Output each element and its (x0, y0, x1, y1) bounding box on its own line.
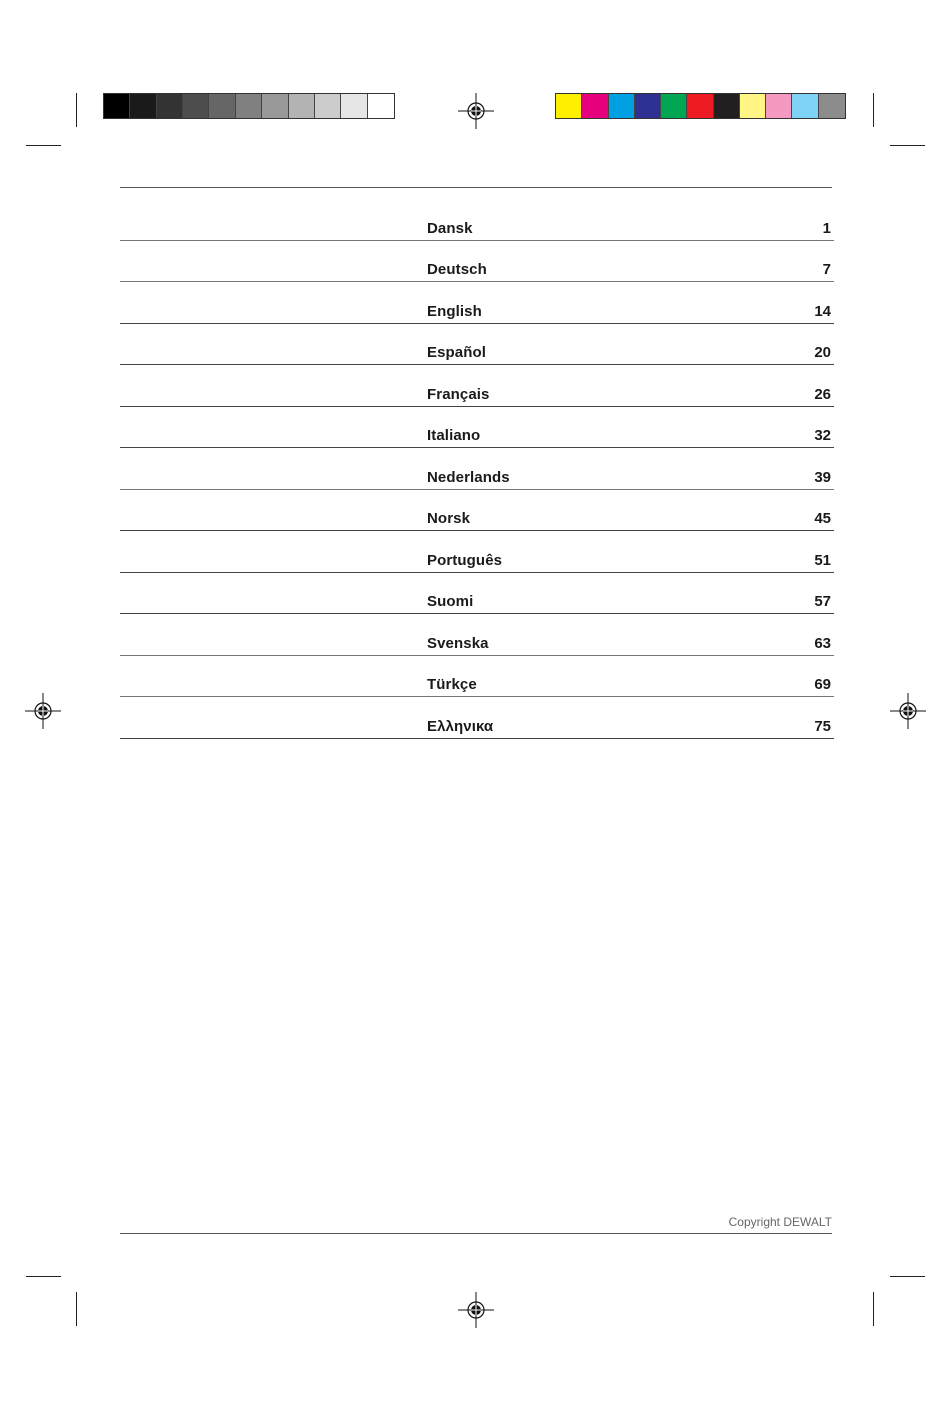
toc-language-label: Ελληνικα (427, 717, 494, 735)
toc-entry[interactable] (120, 448, 834, 490)
toc-language-label: Deutsch (427, 261, 487, 278)
color-swatch (104, 94, 130, 118)
toc-page-number: 20 (814, 344, 831, 361)
color-swatch (236, 94, 262, 118)
toc-divider (120, 738, 834, 739)
copyright-notice: Copyright DEWALT (728, 1215, 832, 1229)
color-calibration-bar (555, 93, 846, 119)
color-swatch (341, 94, 367, 118)
toc-language-label: Português (427, 551, 503, 569)
toc-page-number: 39 (814, 468, 831, 486)
color-swatch (582, 94, 608, 118)
toc-language-label: Italiano (427, 427, 481, 444)
toc-page-number: 63 (814, 634, 831, 652)
toc-page-number: 69 (814, 676, 831, 693)
table-of-contents (120, 199, 834, 739)
toc-language-label: Svenska (427, 634, 489, 652)
toc-entry[interactable] (120, 531, 834, 573)
toc-language-label: Norsk (427, 510, 471, 527)
crop-mark (76, 1292, 77, 1326)
toc-language-label: Suomi (427, 593, 474, 610)
toc-entry[interactable] (120, 573, 834, 615)
toc-entry[interactable] (120, 697, 834, 739)
toc-language-label: English (427, 302, 482, 320)
toc-entry[interactable] (120, 199, 834, 241)
toc-entry[interactable] (120, 490, 834, 532)
grayscale-calibration-bar (103, 93, 395, 119)
color-swatch (609, 94, 635, 118)
crop-mark (890, 145, 925, 146)
crop-mark (873, 1292, 874, 1326)
color-swatch (687, 94, 713, 118)
toc-page-number: 57 (814, 593, 831, 610)
toc-page-number: 32 (814, 427, 831, 444)
crop-mark (76, 93, 77, 127)
toc-entry[interactable] (120, 656, 834, 698)
color-swatch (766, 94, 792, 118)
crop-mark (890, 1276, 925, 1277)
color-swatch (740, 94, 766, 118)
toc-page-number: 1 (822, 219, 831, 237)
color-swatch (819, 94, 845, 118)
toc-entry[interactable] (120, 407, 834, 449)
color-swatch (130, 94, 156, 118)
crosshair-icon (458, 1292, 494, 1328)
toc-language-label: Türkçe (427, 676, 477, 693)
color-swatch (792, 94, 818, 118)
toc-language-label: Français (427, 385, 490, 403)
crop-mark (26, 1276, 61, 1277)
color-swatch (157, 94, 183, 118)
color-swatch (556, 94, 582, 118)
color-swatch (183, 94, 209, 118)
toc-page-number: 51 (814, 551, 831, 569)
toc-entry[interactable] (120, 282, 834, 324)
crop-mark (26, 145, 61, 146)
toc-entry[interactable] (120, 241, 834, 283)
top-divider (120, 187, 832, 188)
crosshair-icon (890, 693, 926, 729)
toc-entry[interactable] (120, 614, 834, 656)
color-swatch (262, 94, 288, 118)
toc-page-number: 75 (814, 717, 831, 735)
toc-page-number: 7 (822, 261, 831, 278)
toc-entry[interactable] (120, 365, 834, 407)
toc-entry[interactable] (120, 324, 834, 366)
toc-page-number: 45 (814, 510, 831, 527)
toc-language-label: Dansk (427, 219, 473, 237)
toc-language-label: Nederlands (427, 468, 510, 486)
color-swatch (635, 94, 661, 118)
crop-mark (873, 93, 874, 127)
color-swatch (209, 94, 235, 118)
color-swatch (315, 94, 341, 118)
color-swatch (368, 94, 394, 118)
crosshair-icon (25, 693, 61, 729)
color-swatch (661, 94, 687, 118)
color-swatch (714, 94, 740, 118)
crosshair-icon (458, 93, 494, 129)
color-swatch (289, 94, 315, 118)
toc-language-label: Español (427, 344, 487, 361)
toc-page-number: 26 (814, 385, 831, 403)
toc-page-number: 14 (814, 302, 831, 320)
bottom-divider (120, 1233, 832, 1234)
